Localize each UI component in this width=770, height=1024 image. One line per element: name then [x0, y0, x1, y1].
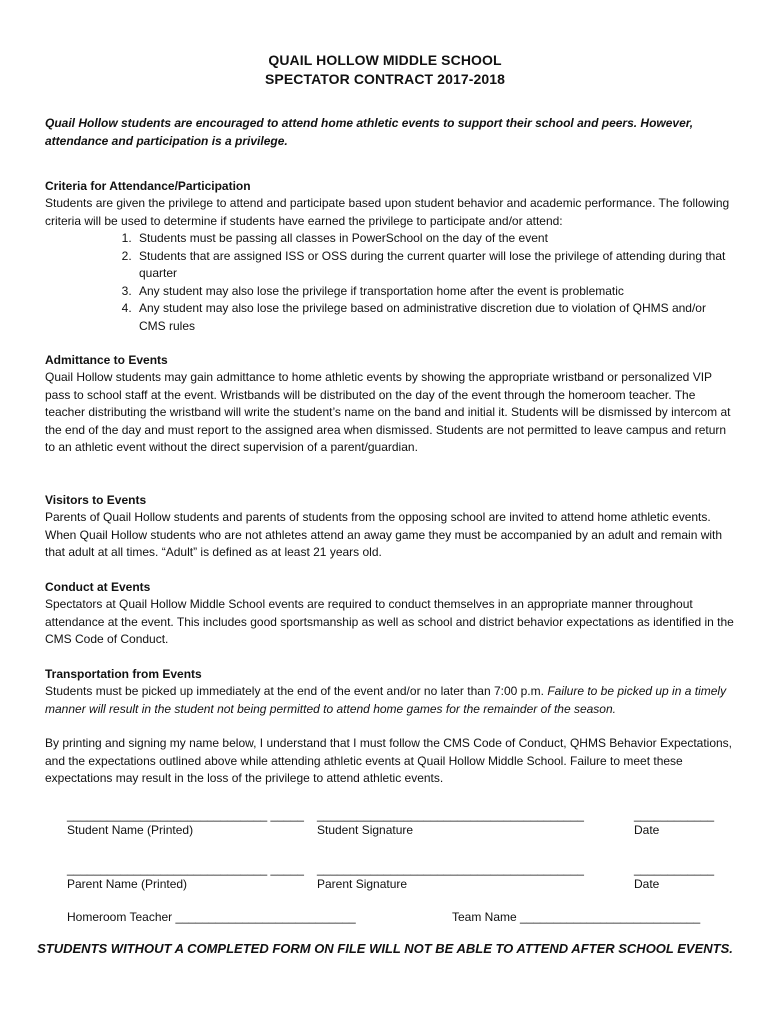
parent-date-line[interactable]: ____________ — [634, 862, 715, 876]
team-name-line[interactable]: ___________________________ — [520, 910, 701, 924]
form-warning: STUDENTS WITHOUT A COMPLETED FORM ON FILE WILL NOT BE ABLE TO ATTEND AFTER SCHOOL EVENTS. — [37, 941, 733, 956]
parent-signature-label: Parent Signature — [317, 877, 408, 891]
contract-title: SPECTATOR CONTRACT 2017-2018 — [264, 71, 506, 87]
admittance-body: Quail Hollow students may gain admittance to home athletic events by showing the appropriate wristband or personalized VIP pass to school staff at the event. Wristbands will be distributed on the day of the event through the homeroom teacher. The teacher distributing the wristband will write the student’s name on the band and initial it. Students will be dismissed by intercom at the end of the day and must report to the assigned area when dismissed. Students are not permitted to leave campus and return to an athletic event without the direct supervision of a parent/guardian. — [45, 370, 731, 454]
student-name-label: Student Name (Printed) — [67, 823, 194, 837]
criteria-item: 2. Students that are assigned ISS or OSS during the current quarter will lose the privilege of attending during that quarter — [135, 248, 735, 283]
criteria-list — [45, 230, 735, 335]
visitors-body: Parents of Quail Hollow students and parents of students from the opposing school are invited to attend home athletic events. When Quail Hollow students who are not athletes attend an away game they must be accompanied by an adult and remain with that adult at all times. “Adult” is defined as at least 21 years old. — [45, 510, 723, 559]
admittance-heading: Admittance to Events — [45, 353, 168, 367]
conduct-heading: Conduct at Events — [45, 580, 151, 594]
visitors-heading: Visitors to Events — [45, 493, 147, 507]
agreement-section — [45, 735, 735, 788]
homeroom-teacher-field[interactable] — [67, 910, 356, 924]
transportation-heading: Transportation from Events — [45, 667, 202, 681]
visitors-section — [45, 491, 735, 562]
agreement-text: By printing and signing my name below, I understand that I must follow the CMS Code of Conduct, QHMS Behavior Expectations, and the expectations outlined above while attending athletic events at Quail Hollow Middle School. Failure to meet these expectations may result in the loss of the privilege to attend athletic events. — [45, 736, 733, 785]
student-date-line[interactable]: ____________ — [634, 808, 715, 822]
parent-date-label: Date — [634, 877, 660, 891]
student-date-label: Date — [634, 823, 660, 837]
homeroom-teacher-line[interactable]: ___________________________ — [175, 910, 356, 924]
criteria-section — [45, 177, 735, 335]
transportation-body — [45, 683, 735, 718]
criteria-body: Students are given the privilege to attend and participate based upon student behavior and academic performance. The following criteria will be used to determine if students have earned the privilege to participate and/or attend: — [45, 196, 730, 228]
transportation-section — [45, 665, 735, 718]
school-name: QUAIL HOLLOW MIDDLE SCHOOL — [268, 52, 502, 68]
student-name-line[interactable]: ______________________________ _____ — [67, 808, 304, 822]
conduct-body: Spectators at Quail Hollow Middle School events are required to conduct themselves in an appropriate manner throughout attendance at the event. This includes good sportsmanship as well as school and district behavior expectations as identified in the CMS Code of Conduct. — [45, 597, 734, 646]
criteria-heading: Criteria for Attendance/Participation — [45, 179, 251, 193]
criteria-item: 1. Students must be passing all classes in PowerSchool on the day of the event — [135, 230, 735, 248]
criteria-item: 4. Any student may also lose the privilege based on administrative discretion due to violation of QHMS and/or CMS rules — [135, 300, 735, 335]
student-signature-label: Student Signature — [317, 823, 414, 837]
transportation-text: Students must be picked up immediately at the end of the event and/or no later than 7:00 p.m. — [45, 684, 548, 698]
parent-name-line[interactable]: ______________________________ _____ — [67, 862, 304, 876]
criteria-item: 3. Any student may also lose the privilege if transportation home after the event is problematic — [135, 283, 735, 301]
parent-name-label: Parent Name (Printed) — [67, 877, 188, 891]
admittance-section — [45, 351, 735, 457]
team-name-field[interactable] — [452, 910, 700, 924]
transportation-warning-text: Failure to be picked up in a timely manner will result in the student not being permitted to attend home games for the remainder of the season. — [45, 684, 727, 716]
homeroom-teacher-label: Homeroom Teacher — [67, 910, 173, 924]
team-name-label: Team Name — [452, 910, 517, 924]
intro-statement: Quail Hollow students are encouraged to attend home athletic events to support their school and peers. However, attendance and participation is a privilege. — [45, 116, 694, 148]
conduct-section — [45, 578, 735, 649]
parent-signature-line[interactable]: ________________________________________ — [317, 862, 584, 876]
student-signature-line[interactable]: ________________________________________ — [317, 808, 584, 822]
